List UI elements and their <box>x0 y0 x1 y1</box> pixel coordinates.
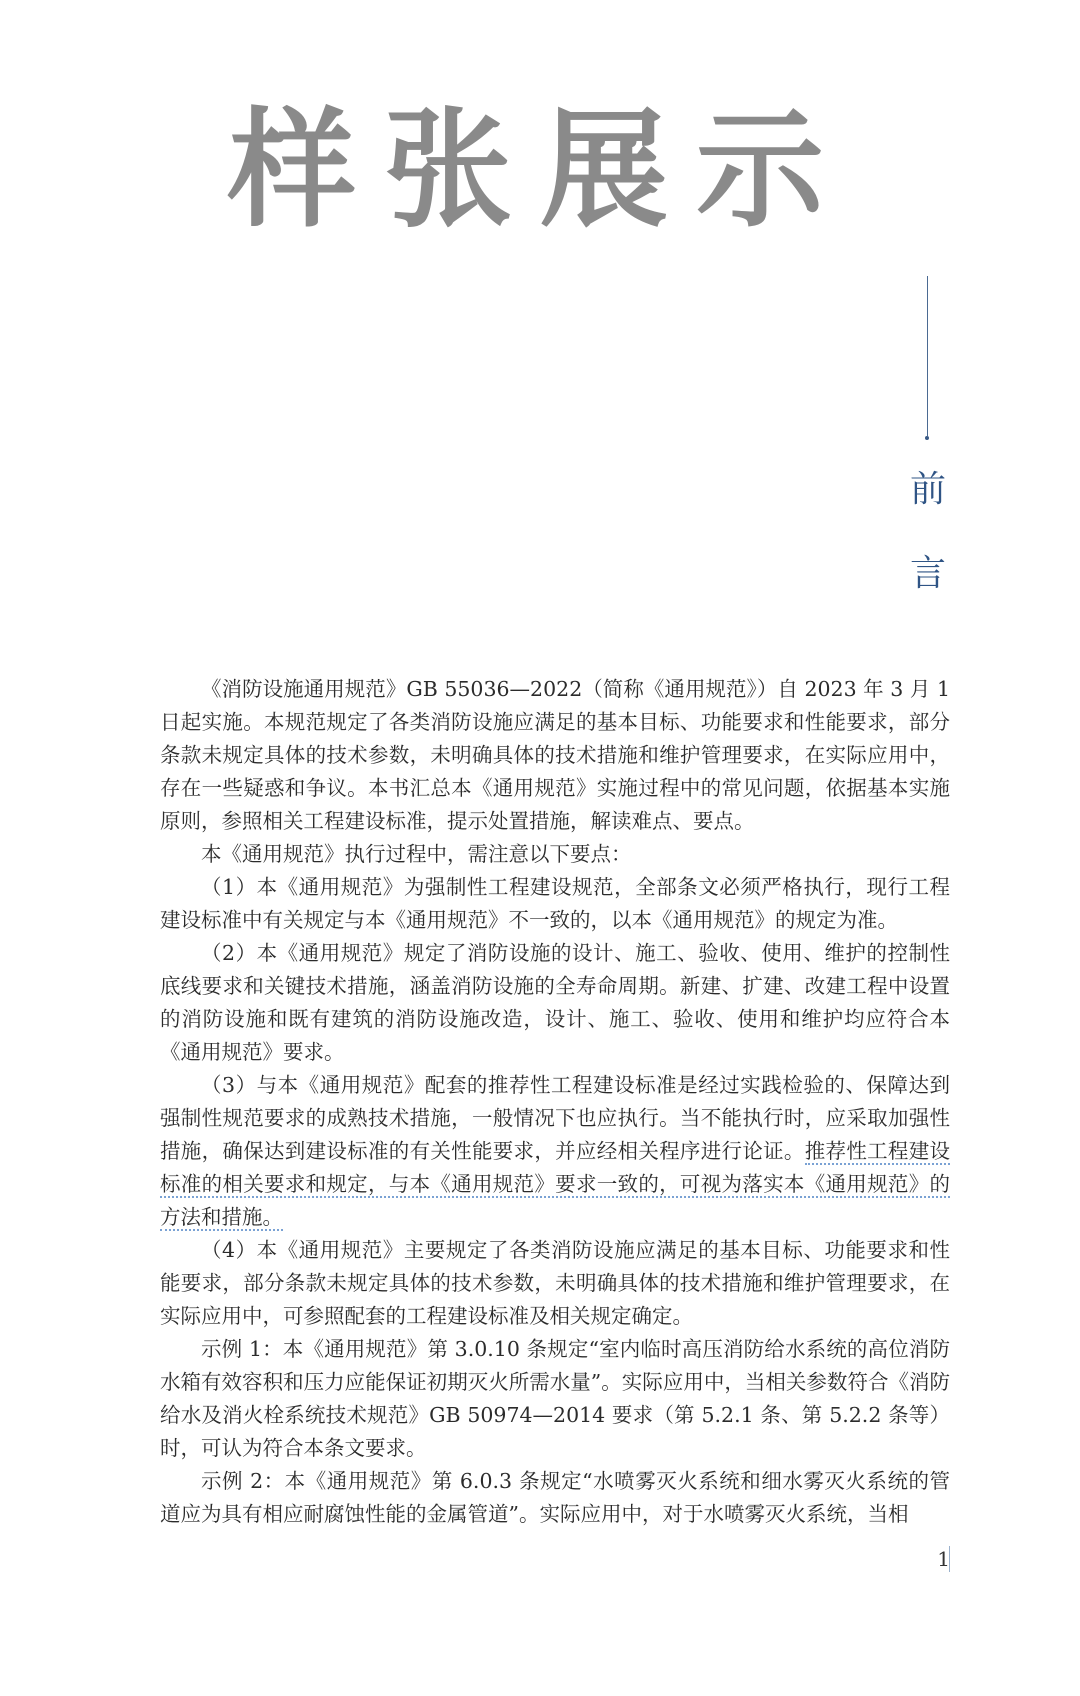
paragraph-point-3-text: （3）与本《通用规范》配套的推荐性工程建设标准是经过实践检验的、保障达到强制性规范要求的成熟技术措施，一般情况下也应执行。当不能执行时，应采取加强性措施，确保达到建设标准的有关性能要求，并应经相关程序进行论证。 <box>160 1073 950 1163</box>
vertical-rule <box>927 276 928 436</box>
paragraph-points-lead: 本《通用规范》执行过程中，需注意以下要点： <box>201 842 632 866</box>
body-text <box>160 673 950 1531</box>
section-title-char-1: 前 <box>909 469 946 510</box>
paragraph-point-1: （1）本《通用规范》为强制性工程建设规范，全部条文必须严格执行，现行工程建设标准中有关规定与本《通用规范》不一致的，以本《通用规范》的规定为准。 <box>160 875 950 932</box>
paragraph-example-1: 示例 1：本《通用规范》第 3.0.10 条规定“室内临时高压消防给水系统的高位消防水箱有效容积和压力应能保证初期灭火所需水量”。实际应用中，当相关参数符合《消防给水及消火栓系统技术规范》GB 50974—2014 要求（第 5.2.1 条、第 5.2.2 条等）时，可认为符合本条文要求。 <box>160 1337 950 1460</box>
paragraph-point-2: （2）本《通用规范》规定了消防设施的设计、施工、验收、使用、维护的控制性底线要求和关键技术措施，涵盖消防设施的全寿命周期。新建、扩建、改建工程中设置的消防设施和既有建筑的消防设施改造，设计、施工、验收、使用和维护均应符合本《通用规范》要求。 <box>160 941 950 1064</box>
footer-bar <box>949 1546 950 1572</box>
section-title <box>900 448 956 616</box>
paragraph-point-4: （4）本《通用规范》主要规定了各类消防设施应满足的基本目标、功能要求和性能要求，部分条款未规定具体的技术参数，未明确具体的技术措施和维护管理要求，在实际应用中，可参照配套的工程建设标准及相关规定确定。 <box>160 1238 950 1328</box>
page-number: 1 <box>937 1547 950 1571</box>
paragraph-point-3 <box>160 1069 950 1234</box>
rule-dot <box>925 436 929 440</box>
paragraph-intro: 《消防设施通用规范》GB 55036—2022（简称《通用规范》）自 2023 年 3 月 1 日起实施。本规范规定了各类消防设施应满足的基本目标、功能要求和性能要求，部分条款未规定具体的技术参数，未明确具体的技术措施和维护管理要求，在实际应用中，存在一些疑惑和争议。本书汇总本《通用规范》实施过程中的常见问题，依据基本实施原则，参照相关工程建设标准，提示处置措施，解读难点、要点。 <box>160 677 950 833</box>
section-title-char-2: 言 <box>909 553 946 594</box>
highlighted-text: 推荐性工程建设标准的相关要求和规定，与本《通用规范》要求一致的，可视为落实本《通用规范》的方法和措施。 <box>160 1139 951 1229</box>
sample-banner: 样张展示 <box>227 96 852 245</box>
paragraph-example-2: 示例 2：本《通用规范》第 6.0.3 条规定“水喷雾灭火系统和细水雾灭火系统的管道应为具有相应耐腐蚀性能的金属管道”。实际应用中，对于水喷雾灭火系统，当相 <box>160 1469 950 1526</box>
